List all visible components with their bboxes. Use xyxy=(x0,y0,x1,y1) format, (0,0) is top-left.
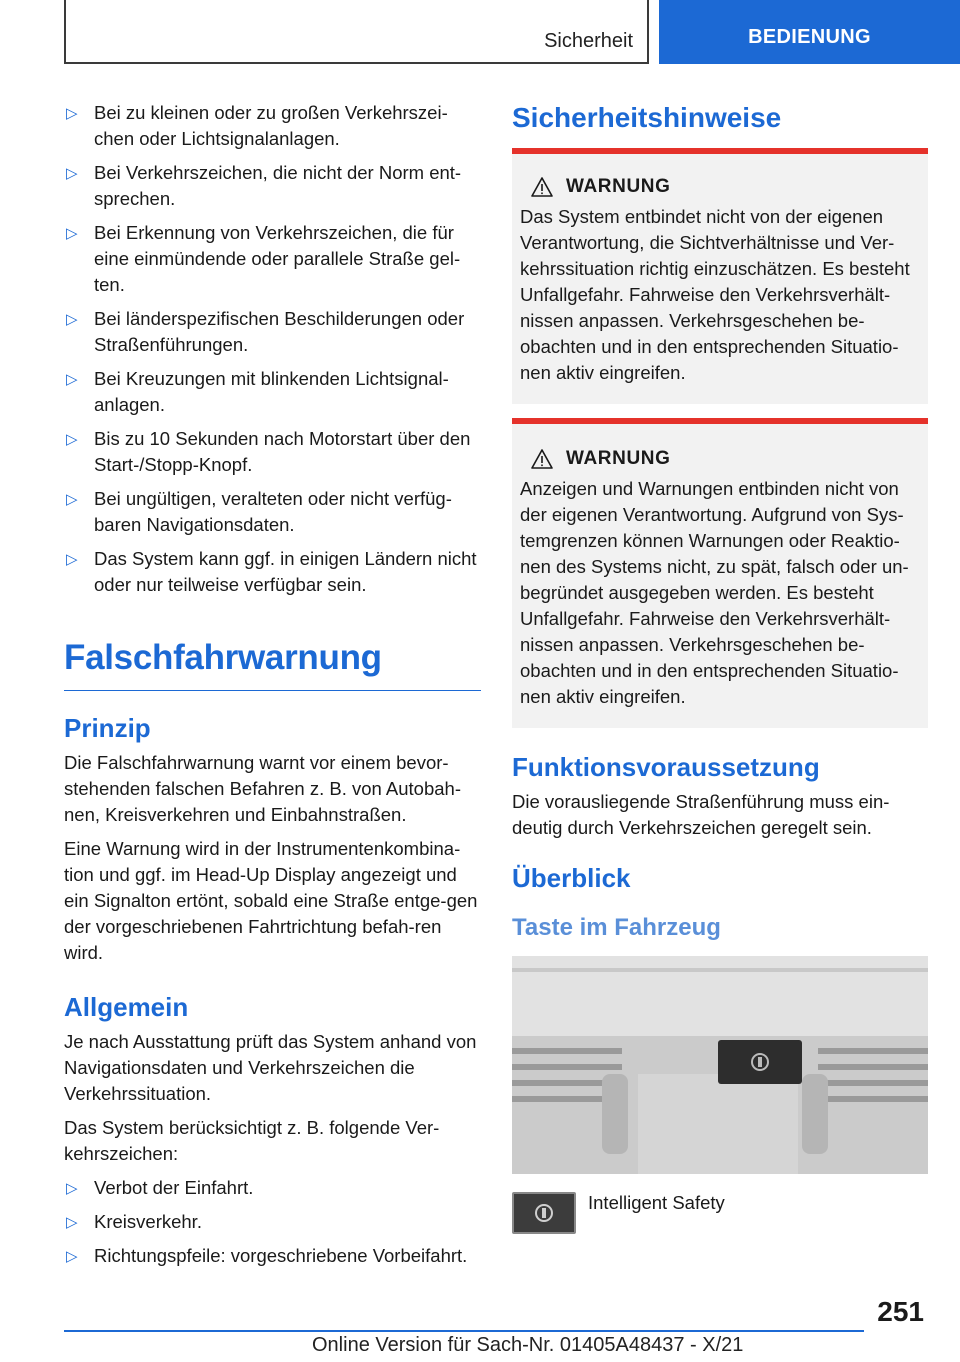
warning-text-2: Anzeigen und Warnungen entbinden nicht von der eigenen Verantwortung. Aufgrund von Sys-temgrenzen können Warnungen oder Reaktio-nen des Systems nicht, zu spät, falsch oder un-begründet ausgegeben werden. Es besteht Unfallgefahr. Fahrweise den Verkehrsverhält-nissen anpassen. Verkehrsgeschehen be-obachten und in den entsprechenden Situatio-nen aktiv eingreifen. xyxy=(520,478,909,707)
triangle-bullet-icon: ▷ xyxy=(66,165,78,182)
header-section-box xyxy=(64,0,649,64)
list-item: ▷ Bei ungültigen, veralteten oder nicht verfüg-baren Navigationsdaten. xyxy=(66,488,452,535)
list-item: ▷ Bei Verkehrszeichen, die nicht der Norm ent-sprechen. xyxy=(66,162,462,209)
bullet-list-top xyxy=(64,100,481,598)
triangle-bullet-icon: ▷ xyxy=(66,225,78,242)
list-item: ▷ Kreisverkehr. xyxy=(64,1209,481,1235)
bullet-list-bottom xyxy=(64,1175,481,1269)
prinzip-paragraph-2: Eine Warnung wird in der Instrumentenkombina-tion und ggf. im Head-Up Display angezeigt und ein Signalton ertönt, sobald eine Straße entge-gen der vorgeschriebenen Fahrtrichtung befah-ren wird. xyxy=(64,838,478,963)
warning-box-2 xyxy=(512,418,928,728)
func-paragraph: Die vorausliegende Straßenführung muss ein-deutig durch Verkehrszeichen geregelt sein. xyxy=(512,791,890,838)
heading-taste-im-fahrzeug: Taste im Fahrzeug xyxy=(512,914,721,941)
allgemein-paragraph-2: Das System berücksichtigt z. B. folgende Ver-kehrszeichen: xyxy=(64,1117,440,1164)
triangle-bullet-icon: ▷ xyxy=(66,105,78,122)
warning-triangle-icon xyxy=(530,448,554,470)
page-number: 251 xyxy=(877,1296,924,1327)
list-item: ▷ Bei Erkennung von Verkehrszeichen, die für eine einmündende oder parallele Straße gel-ten. xyxy=(66,222,461,295)
caption-intelligent-safety: Intelligent Safety xyxy=(588,1192,725,1213)
heading-allgemein: Allgemein xyxy=(64,992,189,1022)
heading-funktionsvoraussetzung: Funktionsvoraussetzung xyxy=(512,752,820,782)
list-item: ▷ Richtungspfeile: vorgeschriebene Vorbeifahrt. xyxy=(64,1243,481,1269)
section-title-falschfahrwarnung: Falschfahrwarnung xyxy=(64,638,481,691)
triangle-bullet-icon: ▷ xyxy=(66,431,78,448)
list-item: ▷ Bei Kreuzungen mit blinkenden Lichtsignal-anlagen. xyxy=(66,368,449,415)
warning-title-2: WARNUNG xyxy=(520,448,920,470)
heading-ueberblick: Überblick xyxy=(512,863,631,893)
list-item: ▷ Das System kann ggf. in einigen Ländern nicht oder nur teilweise verfügbar sein. xyxy=(66,548,477,595)
triangle-bullet-icon: ▷ xyxy=(66,1214,78,1231)
warning-box-1 xyxy=(512,154,928,404)
vehicle-button-photo xyxy=(512,956,928,1174)
triangle-bullet-icon: ▷ xyxy=(66,311,78,328)
intelligent-safety-button-icon xyxy=(512,1192,576,1234)
triangle-bullet-icon: ▷ xyxy=(66,371,78,388)
list-item: ▷ Verbot der Einfahrt. xyxy=(64,1175,481,1201)
warning-triangle-icon xyxy=(530,176,554,198)
triangle-bullet-icon: ▷ xyxy=(66,1248,78,1265)
list-item: ▷ Bis zu 10 Sekunden nach Motorstart über den Start-/Stopp-Knopf. xyxy=(66,428,471,475)
triangle-bullet-icon: ▷ xyxy=(66,1180,78,1197)
right-column xyxy=(512,100,928,1234)
triangle-bullet-icon: ▷ xyxy=(66,491,78,508)
left-column xyxy=(64,100,481,1277)
caption-row xyxy=(512,1192,928,1234)
footer-divider xyxy=(64,1330,864,1332)
warning-text-1: Das System entbindet nicht von der eigenen Verantwortung, die Sichtverhältnisse und Ver-kehrssituation richtig einzuschätzen. Es besteht Unfallgefahr. Fahrweise den Verkehrsverhält-nissen anpassen. Verkehrsgeschehen be-obachten und in den entsprechenden Situatio-nen aktiv eingreifen. xyxy=(520,206,910,383)
section-title-sicherheitshinweise: Sicherheitshinweise xyxy=(512,102,928,154)
list-item: ▷ Bei länderspezifischen Beschilderungen oder Straßenführungen. xyxy=(66,308,465,355)
list-item: ▷ Bei zu kleinen oder zu großen Verkehrszei-chen oder Lichtsignalanlagen. xyxy=(66,102,448,149)
allgemein-paragraph-1: Je nach Ausstattung prüft das System anhand von Navigationsdaten und Verkehrszeichen die Verkehrssituation. xyxy=(64,1031,477,1104)
dashboard-vents-illustration xyxy=(512,956,928,1174)
header-chapter-tab[interactable]: BEDIENUNG xyxy=(659,0,960,64)
footer-online-version: Online Version für Sach-Nr. 01405A48437 - X/21 xyxy=(312,1334,744,1356)
heading-prinzip: Prinzip xyxy=(64,713,151,743)
warning-title-1: WARNUNG xyxy=(520,176,920,198)
triangle-bullet-icon: ▷ xyxy=(66,551,78,568)
header-section-label: Sicherheit xyxy=(544,30,633,52)
prinzip-paragraph-1: Die Falschfahrwarnung warnt vor einem bevor-stehenden falschen Befahren z. B. von Autobah-nen, Kreisverkehren und Einbahnstraßen. xyxy=(64,752,462,825)
